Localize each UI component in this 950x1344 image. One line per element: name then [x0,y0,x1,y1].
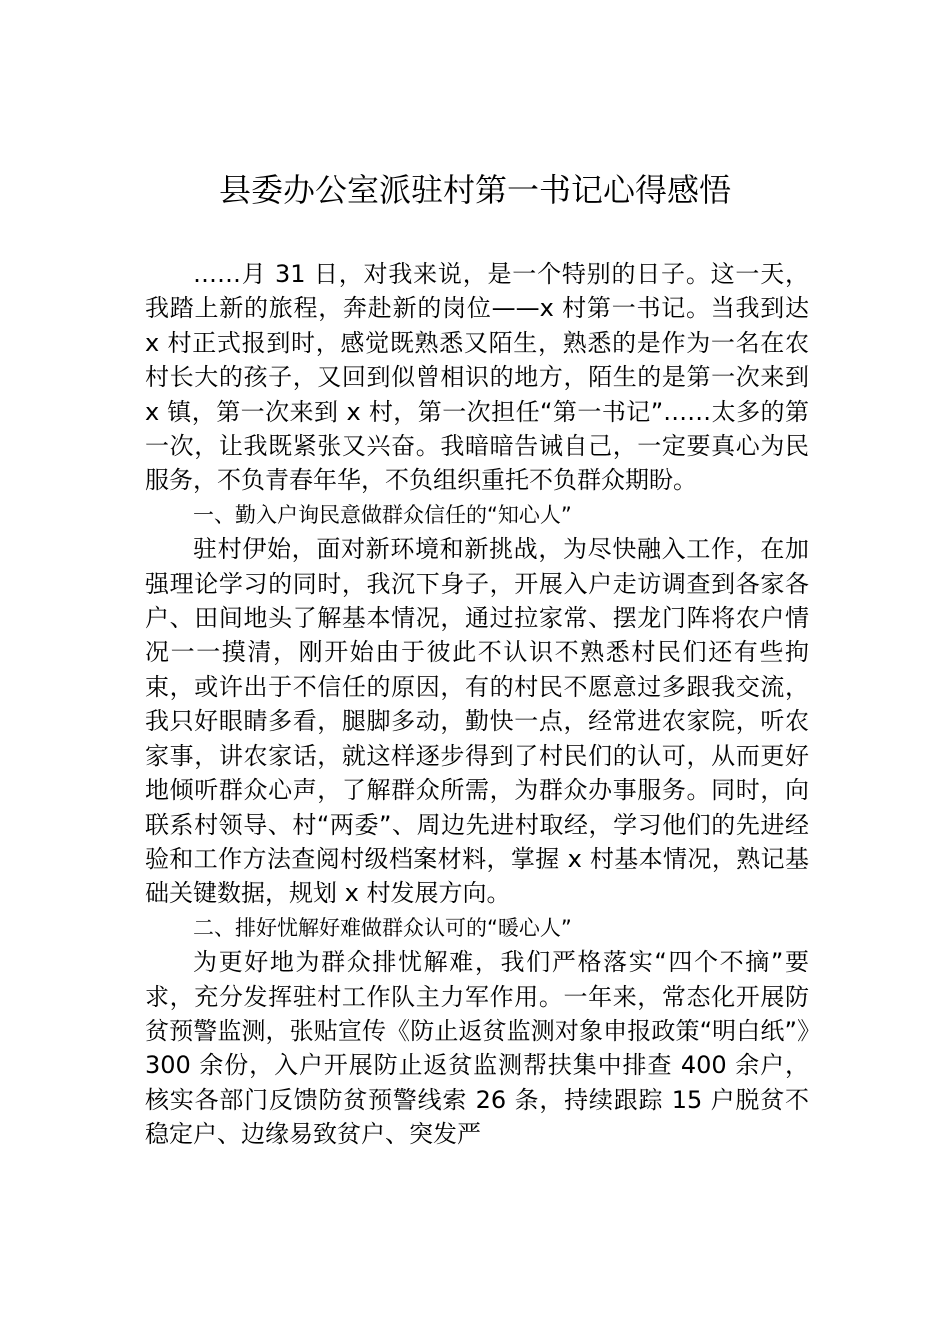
paragraph-intro: ……月 31 日，对我来说，是一个特别的日子。这一天，我踏上新的旅程，奔赴新的岗位——x 村第一书记。当我到达 x 村正式报到时，感觉既熟悉又陌生，熟悉的是作为一名在农村长大的孩子，又回到似曾相识的地方，陌生的是第一次来到 x 镇，第一次来到 x 村，第一次担任“第一书记”……太多的第一次，让我既紧张又兴奋。我暗暗告诫自己，一定要真心为民服务，不负青春年华，不负组织重托不负群众期盼。 [145,260,809,495]
paragraph-section-1: 驻村伊始，面对新环境和新挑战，为尽快融入工作，在加强理论学习的同时，我沉下身子，开展入户走访调查到各家各户、田间地头了解基本情况，通过拉家常、摆龙门阵将农户情况一一摸清，刚开始由于彼此不认识不熟悉村民们还有些拘束，或许出于不信任的原因，有的村民不愿意过多跟我交流，我只好眼睛多看，腿脚多动，勤快一点，经常进农家院，听农家事，讲农家话，就这样逐步得到了村民们的认可，从而更好地倾听群众心声，了解群众所需，为群众办事服务。同时，向联系村领导、村“两委”、周边先进村取经，学习他们的先进经验和工作方法查阅村级档案材料，掌握 x 村基本情况，熟记基础关键数据，规划 x 村发展方向。 [145,535,809,908]
section-heading-1: 一、勤入户询民意做群众信任的“知心人” [193,502,572,527]
document-title: 县委办公室派驻村第一书记心得感悟 [218,171,731,209]
section-heading-2: 二、排好忧解好难做群众认可的“暖心人” [193,915,572,940]
paragraph-section-2: 为更好地为群众排忧解难，我们严格落实“四个不摘”要求，充分发挥驻村工作队主力军作用。一年来，常态化开展防贫预警监测，张贴宣传《防止返贫监测对象申报政策“明白纸”》300 余份，入户开展防止返贫监测帮扶集中排查 400 余户，核实各部门反馈防贫预警线索 26 条，持续跟踪 15 户脱贫不稳定户、边缘易致贫户、突发严 [145,948,809,1149]
document-body [145,257,809,1152]
